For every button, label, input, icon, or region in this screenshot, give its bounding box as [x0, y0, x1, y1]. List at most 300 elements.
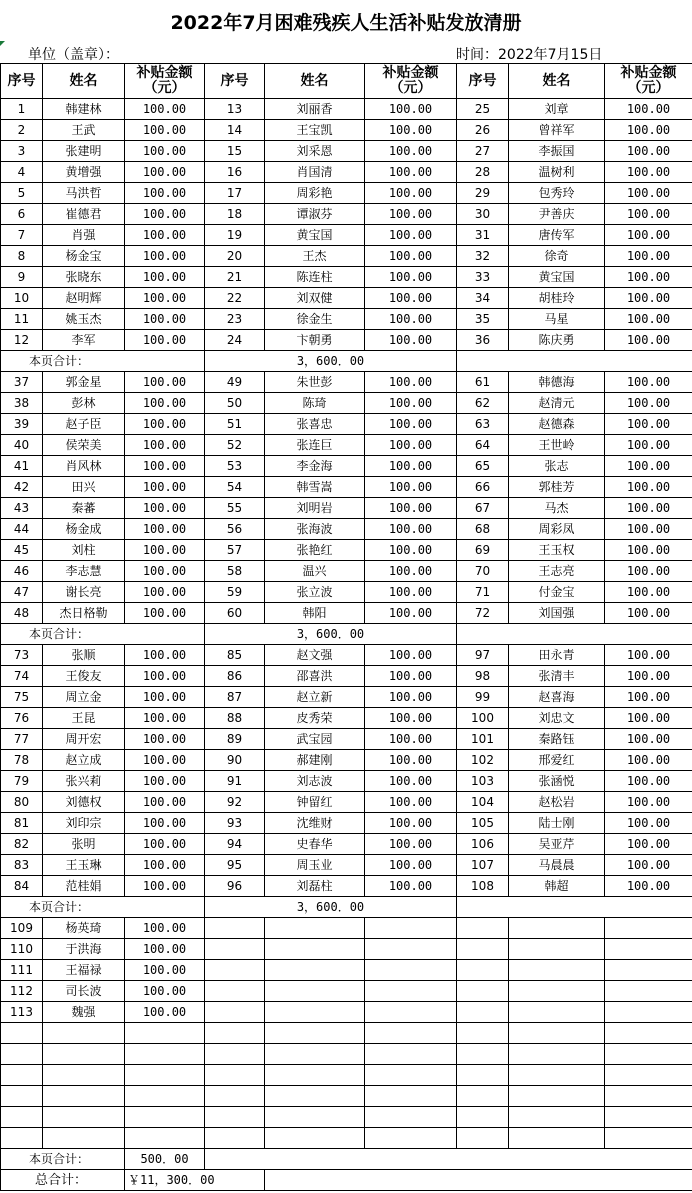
name-cell: 张立波 [265, 582, 365, 603]
name-cell: 刘志波 [265, 771, 365, 792]
name-cell: 司长波 [43, 981, 125, 1002]
name-cell: 李军 [43, 330, 125, 351]
seq-cell: 68 [457, 519, 509, 540]
amount-cell: 100.00 [365, 141, 457, 162]
amount-cell: 100.00 [365, 561, 457, 582]
seq-cell: 102 [457, 750, 509, 771]
name-cell: 侯荣美 [43, 435, 125, 456]
subtotal-value: 500．00 [125, 1149, 205, 1170]
amount-cell: 100.00 [605, 204, 692, 225]
amount-cell: 100.00 [365, 288, 457, 309]
name-cell: 马杰 [509, 498, 605, 519]
name-cell: 魏强 [43, 1002, 125, 1023]
amount-cell: 100.00 [365, 246, 457, 267]
seq-cell: 36 [457, 330, 509, 351]
name-cell: 韩建林 [43, 99, 125, 120]
amount-cell: 100.00 [605, 834, 692, 855]
name-cell: 徐奇 [509, 246, 605, 267]
subtotal-label: 本页合计： [1, 351, 205, 372]
amount-cell: 100.00 [605, 876, 692, 897]
seq-cell: 97 [457, 645, 509, 666]
seq-cell: 101 [457, 729, 509, 750]
seq-cell: 22 [205, 288, 265, 309]
amount-cell: 100.00 [365, 519, 457, 540]
amount-cell: 100.00 [365, 813, 457, 834]
subtotal-blank [457, 897, 692, 918]
table-row [1, 1002, 692, 1023]
empty-cell [509, 1128, 605, 1149]
name-cell: 赵德森 [509, 414, 605, 435]
subtotal-value: 3，600．00 [205, 624, 457, 645]
amount-cell: 100.00 [125, 435, 205, 456]
name-cell: 周立金 [43, 687, 125, 708]
empty-cell [457, 1002, 509, 1023]
subtotal-row [1, 351, 692, 372]
seq-cell: 110 [1, 939, 43, 960]
amount-cell: 100.00 [365, 183, 457, 204]
amount-cell: 100.00 [365, 603, 457, 624]
seq-cell: 82 [1, 834, 43, 855]
amount-cell: 100.00 [125, 708, 205, 729]
amount-cell: 100.00 [605, 603, 692, 624]
name-cell: 皮秀荣 [265, 708, 365, 729]
empty-cell [205, 1044, 265, 1065]
amount-cell: 100.00 [605, 813, 692, 834]
name-cell: 周彩艳 [265, 183, 365, 204]
name-cell: 刘国强 [509, 603, 605, 624]
name-cell: 王志亮 [509, 561, 605, 582]
name-cell: 姚玉杰 [43, 309, 125, 330]
seq-cell: 44 [1, 519, 43, 540]
table-row [1, 183, 692, 204]
seq-cell: 12 [1, 330, 43, 351]
name-cell: 刘双健 [265, 288, 365, 309]
name-cell: 李志慧 [43, 561, 125, 582]
empty-cell [265, 981, 365, 1002]
seq-cell: 4 [1, 162, 43, 183]
amount-cell: 100.00 [365, 540, 457, 561]
seq-cell: 94 [205, 834, 265, 855]
amount-cell: 100.00 [605, 246, 692, 267]
amount-cell: 100.00 [605, 267, 692, 288]
seq-cell: 54 [205, 477, 265, 498]
amount-cell: 100.00 [125, 876, 205, 897]
empty-cell [43, 1023, 125, 1044]
name-cell: 郭桂芳 [509, 477, 605, 498]
name-cell: 马洪哲 [43, 183, 125, 204]
empty-cell [509, 1107, 605, 1128]
amount-cell: 100.00 [365, 687, 457, 708]
date-label: 时间：2022年7月15日 [456, 47, 603, 63]
amount-cell: 100.00 [605, 582, 692, 603]
header-name: 姓名 [265, 64, 365, 99]
seq-cell: 98 [457, 666, 509, 687]
empty-cell [365, 1065, 457, 1086]
name-cell: 张晓东 [43, 267, 125, 288]
table-row [1, 288, 692, 309]
name-cell: 赵清元 [509, 393, 605, 414]
seq-cell: 73 [1, 645, 43, 666]
name-cell: 朱世彭 [265, 372, 365, 393]
name-cell: 徐金生 [265, 309, 365, 330]
name-cell: 赵明辉 [43, 288, 125, 309]
amount-cell: 100.00 [125, 582, 205, 603]
name-cell: 赵立成 [43, 750, 125, 771]
empty-cell [605, 1107, 692, 1128]
name-cell: 曾祥军 [509, 120, 605, 141]
name-cell: 王世岭 [509, 435, 605, 456]
name-cell: 刘忠文 [509, 708, 605, 729]
empty-cell [509, 960, 605, 981]
table-row [1, 225, 692, 246]
name-cell: 刘明岩 [265, 498, 365, 519]
amount-cell: 100.00 [125, 519, 205, 540]
empty-cell [265, 1086, 365, 1107]
empty-cell [43, 1086, 125, 1107]
amount-cell: 100.00 [605, 372, 692, 393]
amount-cell: 100.00 [125, 267, 205, 288]
seq-cell: 31 [457, 225, 509, 246]
empty-cell [125, 1107, 205, 1128]
amount-cell: 100.00 [605, 141, 692, 162]
name-cell: 王玉琳 [43, 855, 125, 876]
amount-cell: 100.00 [125, 246, 205, 267]
empty-cell [605, 1002, 692, 1023]
amount-cell: 100.00 [605, 498, 692, 519]
empty-cell [509, 1065, 605, 1086]
table-row [1, 162, 692, 183]
seq-cell: 9 [1, 267, 43, 288]
seq-cell: 85 [205, 645, 265, 666]
seq-cell: 45 [1, 540, 43, 561]
seq-cell: 74 [1, 666, 43, 687]
empty-cell [265, 939, 365, 960]
name-cell: 刘德权 [43, 792, 125, 813]
amount-cell: 100.00 [125, 456, 205, 477]
table-row [1, 456, 692, 477]
empty-cell [509, 939, 605, 960]
subtotal-label: 本页合计： [1, 624, 205, 645]
empty-cell [43, 1065, 125, 1086]
amount-cell: 100.00 [365, 645, 457, 666]
amount-cell: 100.00 [365, 372, 457, 393]
name-cell: 韩超 [509, 876, 605, 897]
empty-cell [365, 960, 457, 981]
seq-cell: 106 [457, 834, 509, 855]
seq-cell: 109 [1, 918, 43, 939]
name-cell: 马星 [509, 309, 605, 330]
empty-cell [43, 1128, 125, 1149]
table-row [1, 981, 692, 1002]
seq-cell: 75 [1, 687, 43, 708]
name-cell: 卞朝勇 [265, 330, 365, 351]
amount-cell: 100.00 [605, 561, 692, 582]
empty-cell [605, 1128, 692, 1149]
name-cell: 邵喜洪 [265, 666, 365, 687]
name-cell: 黄宝国 [265, 225, 365, 246]
empty-cell [509, 1002, 605, 1023]
seq-cell: 41 [1, 456, 43, 477]
seq-cell: 24 [205, 330, 265, 351]
table-row [1, 498, 692, 519]
seq-cell: 18 [205, 204, 265, 225]
name-cell: 邢爱红 [509, 750, 605, 771]
seq-cell: 95 [205, 855, 265, 876]
subtotal-value: 3，600．00 [205, 897, 457, 918]
name-cell: 陈连柱 [265, 267, 365, 288]
table-row [1, 141, 692, 162]
table-row [1, 960, 692, 981]
empty-cell [1, 1044, 43, 1065]
seq-cell: 64 [457, 435, 509, 456]
seq-cell: 28 [457, 162, 509, 183]
name-cell: 赵喜海 [509, 687, 605, 708]
amount-cell: 100.00 [605, 687, 692, 708]
name-cell: 刘丽香 [265, 99, 365, 120]
empty-cell [125, 1065, 205, 1086]
header-amount: 补贴金额 （元） [125, 64, 205, 99]
name-cell: 张海波 [265, 519, 365, 540]
name-cell: 秦蕃 [43, 498, 125, 519]
table-row [1, 771, 692, 792]
amount-cell: 100.00 [365, 162, 457, 183]
name-cell: 武宝园 [265, 729, 365, 750]
name-cell: 刘柱 [43, 540, 125, 561]
table-row [1, 939, 692, 960]
empty-cell [365, 981, 457, 1002]
seq-cell: 34 [457, 288, 509, 309]
subtotal-blank [457, 351, 692, 372]
unit-date-line [0, 42, 692, 63]
empty-cell [365, 1044, 457, 1065]
amount-cell: 100.00 [605, 393, 692, 414]
name-cell: 陈庆勇 [509, 330, 605, 351]
amount-cell: 100.00 [365, 393, 457, 414]
seq-cell: 70 [457, 561, 509, 582]
amount-cell: 100.00 [365, 477, 457, 498]
empty-cell [1, 1023, 43, 1044]
empty-cell [605, 960, 692, 981]
empty-cell [457, 1128, 509, 1149]
amount-cell: 100.00 [125, 183, 205, 204]
seq-cell: 3 [1, 141, 43, 162]
name-cell: 秦路钰 [509, 729, 605, 750]
seq-cell: 37 [1, 372, 43, 393]
seq-cell: 99 [457, 687, 509, 708]
empty-cell [365, 1128, 457, 1149]
empty-cell [605, 939, 692, 960]
seq-cell: 40 [1, 435, 43, 456]
amount-cell: 100.00 [365, 309, 457, 330]
empty-cell [457, 981, 509, 1002]
amount-cell: 100.00 [125, 414, 205, 435]
name-cell: 王武 [43, 120, 125, 141]
name-cell: 张志 [509, 456, 605, 477]
amount-cell: 100.00 [605, 288, 692, 309]
seq-cell: 7 [1, 225, 43, 246]
name-cell: 王杰 [265, 246, 365, 267]
seq-cell: 65 [457, 456, 509, 477]
empty-cell [605, 1065, 692, 1086]
empty-row [1, 1065, 692, 1086]
name-cell: 刘磊柱 [265, 876, 365, 897]
amount-cell: 100.00 [365, 456, 457, 477]
amount-cell: 100.00 [125, 813, 205, 834]
table-row [1, 666, 692, 687]
empty-cell [509, 1044, 605, 1065]
empty-cell [605, 1023, 692, 1044]
unit-label: 单位（盖章）： [28, 47, 119, 63]
name-cell: 刘采恩 [265, 141, 365, 162]
name-cell: 沈维财 [265, 813, 365, 834]
amount-cell: 100.00 [125, 330, 205, 351]
seq-cell: 25 [457, 99, 509, 120]
seq-cell: 30 [457, 204, 509, 225]
empty-cell [265, 1107, 365, 1128]
header-row [1, 64, 692, 99]
name-cell: 赵子臣 [43, 414, 125, 435]
seq-cell: 23 [205, 309, 265, 330]
name-cell: 杨金宝 [43, 246, 125, 267]
seq-cell: 14 [205, 120, 265, 141]
grand-total-label: 总合计： [1, 1170, 125, 1191]
amount-cell: 100.00 [365, 120, 457, 141]
amount-cell: 100.00 [365, 876, 457, 897]
name-cell: 范桂娟 [43, 876, 125, 897]
table-row [1, 708, 692, 729]
table-row [1, 519, 692, 540]
seq-cell: 58 [205, 561, 265, 582]
amount-cell: 100.00 [605, 456, 692, 477]
seq-cell: 1 [1, 99, 43, 120]
amount-cell: 100.00 [125, 750, 205, 771]
amount-cell: 100.00 [365, 834, 457, 855]
grand-total-row [1, 1170, 692, 1191]
table-row [1, 687, 692, 708]
header-amount: 补贴金额 （元） [365, 64, 457, 99]
name-cell: 谭淑芬 [265, 204, 365, 225]
table-row [1, 267, 692, 288]
seq-cell: 16 [205, 162, 265, 183]
empty-cell [457, 939, 509, 960]
name-cell: 钟留红 [265, 792, 365, 813]
name-cell: 黄宝国 [509, 267, 605, 288]
amount-cell: 100.00 [365, 204, 457, 225]
name-cell: 王福禄 [43, 960, 125, 981]
name-cell: 黄增强 [43, 162, 125, 183]
empty-cell [365, 1107, 457, 1128]
amount-cell: 100.00 [125, 204, 205, 225]
name-cell: 温树利 [509, 162, 605, 183]
name-cell: 张艳红 [265, 540, 365, 561]
seq-cell: 90 [205, 750, 265, 771]
amount-cell: 100.00 [605, 729, 692, 750]
seq-cell: 27 [457, 141, 509, 162]
amount-cell: 100.00 [605, 666, 692, 687]
name-cell: 韩阳 [265, 603, 365, 624]
amount-cell: 100.00 [605, 645, 692, 666]
amount-cell: 100.00 [365, 267, 457, 288]
table-row [1, 99, 692, 120]
seq-cell: 83 [1, 855, 43, 876]
name-cell: 田永青 [509, 645, 605, 666]
amount-cell: 100.00 [605, 435, 692, 456]
empty-row [1, 1023, 692, 1044]
subtotal-value: 3，600．00 [205, 351, 457, 372]
seq-cell: 91 [205, 771, 265, 792]
seq-cell: 86 [205, 666, 265, 687]
table-row [1, 372, 692, 393]
table-row [1, 876, 692, 897]
amount-cell: 100.00 [125, 939, 205, 960]
seq-cell: 80 [1, 792, 43, 813]
name-cell: 陈琦 [265, 393, 365, 414]
amount-cell: 100.00 [125, 603, 205, 624]
empty-cell [205, 981, 265, 1002]
seq-cell: 93 [205, 813, 265, 834]
seq-cell: 56 [205, 519, 265, 540]
name-cell: 杨英琦 [43, 918, 125, 939]
amount-cell: 100.00 [365, 99, 457, 120]
table-row [1, 645, 692, 666]
empty-cell [365, 1023, 457, 1044]
amount-cell: 100.00 [605, 120, 692, 141]
subtotal-row [1, 624, 692, 645]
empty-cell [457, 1023, 509, 1044]
amount-cell: 100.00 [125, 99, 205, 120]
amount-cell: 100.00 [605, 771, 692, 792]
name-cell: 彭林 [43, 393, 125, 414]
empty-cell [265, 918, 365, 939]
seq-cell: 113 [1, 1002, 43, 1023]
seq-cell: 77 [1, 729, 43, 750]
name-cell: 陆士刚 [509, 813, 605, 834]
seq-cell: 49 [205, 372, 265, 393]
table-row [1, 414, 692, 435]
empty-cell [365, 1002, 457, 1023]
amount-cell: 100.00 [605, 708, 692, 729]
empty-cell [1, 1107, 43, 1128]
seq-cell: 60 [205, 603, 265, 624]
empty-cell [205, 960, 265, 981]
amount-cell: 100.00 [365, 498, 457, 519]
empty-cell [509, 1086, 605, 1107]
empty-cell [1, 1086, 43, 1107]
name-cell: 杰日格勒 [43, 603, 125, 624]
seq-cell: 63 [457, 414, 509, 435]
header-seq: 序号 [1, 64, 43, 99]
seq-cell: 38 [1, 393, 43, 414]
table-row [1, 750, 692, 771]
name-cell: 郝建刚 [265, 750, 365, 771]
seq-cell: 15 [205, 141, 265, 162]
table-row [1, 246, 692, 267]
amount-cell: 100.00 [125, 855, 205, 876]
empty-cell [509, 1023, 605, 1044]
table-row [1, 435, 692, 456]
name-cell: 王宝凯 [265, 120, 365, 141]
amount-cell: 100.00 [125, 393, 205, 414]
seq-cell: 78 [1, 750, 43, 771]
empty-cell [605, 1044, 692, 1065]
table-row [1, 540, 692, 561]
empty-cell [605, 1086, 692, 1107]
name-cell: 田兴 [43, 477, 125, 498]
name-cell: 李振国 [509, 141, 605, 162]
seq-cell: 96 [205, 876, 265, 897]
table-row [1, 603, 692, 624]
amount-cell: 100.00 [125, 666, 205, 687]
